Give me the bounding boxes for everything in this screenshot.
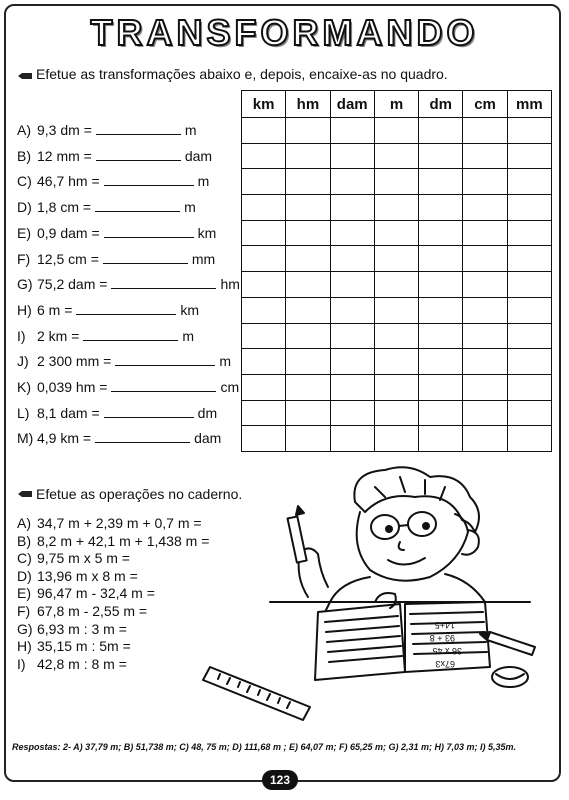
table-cell[interactable] (330, 195, 374, 221)
item-letter: G) (17, 276, 33, 293)
item-letter: J) (17, 353, 29, 370)
operation-expression: 96,47 m - 32,4 m = (37, 585, 155, 602)
table-cell[interactable] (419, 118, 463, 144)
answer-blank[interactable] (96, 120, 181, 135)
item-expression: 12,5 cm = (37, 250, 99, 267)
table-row (242, 195, 552, 221)
answer-blank[interactable] (95, 428, 190, 443)
operation-expression: 67,8 m - 2,55 m = (37, 603, 148, 619)
item-unit: cm (220, 379, 240, 395)
table-cell[interactable] (242, 169, 286, 195)
table-cell[interactable] (419, 195, 463, 221)
table-row (242, 349, 552, 375)
operation-item (17, 515, 202, 532)
item-unit: dam (184, 147, 213, 164)
conversion-item (17, 403, 217, 423)
answer-blank[interactable] (96, 146, 181, 161)
table-cell[interactable] (286, 323, 330, 349)
table-cell[interactable] (419, 374, 463, 400)
item-letter: A) (17, 122, 31, 138)
table-cell[interactable] (507, 143, 551, 169)
table-cell[interactable] (286, 400, 330, 426)
item-letter: L) (17, 404, 30, 421)
table-cell[interactable] (330, 323, 374, 349)
item-letter: E) (17, 224, 31, 241)
operation-item (17, 603, 147, 620)
conversion-item (17, 223, 216, 243)
table-cell[interactable] (374, 349, 418, 375)
table-row (242, 220, 552, 246)
item-letter: C) (17, 550, 32, 567)
table-cell[interactable] (242, 297, 286, 323)
item-unit: m (197, 173, 210, 190)
header-dm: dm (419, 91, 463, 118)
notebook-line-2: 93 + 8 (429, 633, 455, 643)
table-cell[interactable] (463, 272, 507, 298)
conversion-item (17, 428, 221, 448)
table-row (242, 323, 552, 349)
answer-blank[interactable] (111, 274, 216, 289)
table-cell[interactable] (286, 169, 330, 195)
operation-expression: 35,15 m : 5m = (37, 638, 131, 655)
table-cell[interactable] (374, 143, 418, 169)
table-cell[interactable] (374, 374, 418, 400)
table-row (242, 246, 552, 272)
table-cell[interactable] (507, 426, 551, 452)
table-cell[interactable] (463, 195, 507, 221)
table-cell[interactable] (374, 169, 418, 195)
item-expression: 2 km = (37, 327, 80, 344)
table-cell[interactable] (507, 297, 551, 323)
table-cell[interactable] (330, 246, 374, 272)
item-unit: km (180, 301, 200, 318)
item-letter: E) (17, 585, 31, 602)
answer-blank[interactable] (95, 197, 180, 212)
table-cell[interactable] (463, 349, 507, 375)
table-cell[interactable] (419, 323, 463, 349)
table-cell[interactable] (374, 195, 418, 221)
table-cell[interactable] (419, 349, 463, 375)
header-hm: hm (286, 91, 330, 118)
table-cell[interactable] (374, 118, 418, 144)
operation-item (17, 621, 127, 638)
table-cell[interactable] (330, 297, 374, 323)
item-unit: mm (191, 250, 216, 267)
table-cell[interactable] (374, 220, 418, 246)
table-cell[interactable] (419, 143, 463, 169)
item-letter: C) (17, 173, 32, 190)
pencil-icon (18, 491, 32, 497)
page-number: 123 (262, 770, 298, 790)
table-cell[interactable] (286, 246, 330, 272)
item-unit: m (184, 199, 196, 216)
table-cell[interactable] (463, 220, 507, 246)
item-unit: hm (220, 276, 240, 293)
table-row (242, 143, 552, 169)
notebook-line-3: 36 x 45 (432, 646, 462, 656)
table-cell[interactable] (242, 400, 286, 426)
item-unit: dm (197, 404, 218, 421)
item-letter: I) (17, 327, 26, 344)
item-letter: A) (17, 515, 31, 531)
item-letter: D) (17, 199, 32, 216)
table-cell[interactable] (463, 118, 507, 144)
conversion-item (17, 274, 240, 294)
table-cell[interactable] (242, 272, 286, 298)
answer-blank[interactable] (115, 351, 215, 366)
item-letter: H) (17, 301, 32, 318)
table-cell[interactable] (463, 426, 507, 452)
table-row (242, 374, 552, 400)
operation-item (17, 585, 155, 602)
table-cell[interactable] (419, 272, 463, 298)
item-unit: m (184, 122, 197, 138)
table-row (242, 169, 552, 195)
table-row (242, 272, 552, 298)
table-cell[interactable] (330, 143, 374, 169)
table-cell[interactable] (330, 426, 374, 452)
item-expression: 2 300 mm = (37, 353, 112, 370)
table-cell[interactable] (419, 169, 463, 195)
table-cell[interactable] (419, 426, 463, 452)
item-expression: 0,9 dam = (37, 224, 100, 241)
table-cell[interactable] (330, 169, 374, 195)
table-cell[interactable] (419, 297, 463, 323)
table-cell[interactable] (507, 323, 551, 349)
conversion-item (17, 120, 197, 140)
item-letter: H) (17, 638, 32, 655)
table-cell[interactable] (242, 323, 286, 349)
table-cell[interactable] (463, 246, 507, 272)
operation-item (17, 568, 138, 585)
table-cell[interactable] (242, 374, 286, 400)
table-cell[interactable] (507, 272, 551, 298)
boy-studying-illustration (200, 462, 545, 732)
table-cell[interactable] (330, 374, 374, 400)
table-cell[interactable] (242, 426, 286, 452)
table-cell[interactable] (507, 169, 551, 195)
table-cell[interactable] (286, 374, 330, 400)
item-letter: D) (17, 567, 32, 584)
table-cell[interactable] (374, 323, 418, 349)
item-unit: km (197, 224, 217, 241)
table-cell[interactable] (286, 297, 330, 323)
table-cell[interactable] (242, 349, 286, 375)
table-row (242, 297, 552, 323)
notebook-line-1: 14+5 (434, 620, 455, 630)
conversion-item (17, 300, 199, 320)
table-cell[interactable] (463, 323, 507, 349)
header-mm: mm (507, 91, 551, 118)
page-title: TRANSFORMANDO (90, 12, 479, 53)
item-letter: I) (17, 655, 26, 672)
operation-expression: 34,7 m + 2,39 m + 0,7 m = (37, 515, 202, 531)
item-letter: B) (17, 532, 31, 549)
item-expression: 9,3 dm = (37, 122, 92, 138)
table-header-row (242, 91, 552, 118)
conversion-item (17, 171, 209, 191)
operation-expression: 6,93 m : 3 m = (37, 620, 127, 637)
operation-expression: 42,8 m : 8 m = (37, 655, 127, 672)
table-cell[interactable] (463, 400, 507, 426)
table-cell[interactable] (374, 400, 418, 426)
item-expression: 6 m = (37, 301, 73, 318)
table-cell[interactable] (286, 220, 330, 246)
table-cell[interactable] (242, 118, 286, 144)
conversion-item (17, 249, 215, 269)
table-cell[interactable] (463, 169, 507, 195)
conversion-table (241, 90, 552, 452)
operation-expression: 8,2 m + 42,1 m + 1,438 m = (37, 532, 210, 549)
operation-item (17, 638, 131, 655)
conversion-item (17, 326, 194, 346)
header-cm: cm (463, 91, 507, 118)
table-cell[interactable] (330, 220, 374, 246)
table-cell[interactable] (374, 426, 418, 452)
table-cell[interactable] (286, 118, 330, 144)
table-cell[interactable] (286, 143, 330, 169)
item-unit: m (182, 327, 195, 344)
answer-key: Respostas: 2- A) 37,79 m; B) 51,738 m; C) 48, 75 m; D) 111,68 m ; E) 64,07 m; F) 65,25 m; G) 2,31 m; H) 7,03 m; I) 5,35m. (12, 742, 517, 752)
table-cell[interactable] (286, 426, 330, 452)
item-letter: M) (17, 430, 34, 447)
operation-item (17, 533, 209, 550)
table-cell[interactable] (242, 143, 286, 169)
item-expression: 12 mm = (37, 147, 92, 164)
operation-expression: 9,75 m x 5 m = (37, 550, 130, 567)
table-cell[interactable] (507, 246, 551, 272)
table-row (242, 426, 552, 452)
table-cell[interactable] (374, 246, 418, 272)
answer-blank[interactable] (104, 403, 194, 418)
item-letter: F) (17, 603, 31, 619)
table-cell[interactable] (419, 220, 463, 246)
conversion-item (17, 197, 196, 217)
item-expression: 75,2 dam = (37, 276, 108, 293)
table-row (242, 400, 552, 426)
table-cell[interactable] (286, 195, 330, 221)
answer-blank[interactable] (104, 171, 194, 186)
header-dam: dam (330, 91, 374, 118)
item-letter: G) (17, 620, 33, 637)
conversion-item (17, 351, 231, 371)
table-cell[interactable] (507, 118, 551, 144)
section2-instruction: Efetue as operações no caderno. (36, 486, 243, 502)
table-cell[interactable] (374, 272, 418, 298)
header-km: km (242, 91, 286, 118)
notebook-line-4: 67x3 (435, 659, 455, 669)
item-expression: 0,039 hm = (37, 379, 108, 395)
answer-blank[interactable] (76, 300, 176, 315)
table-cell[interactable] (242, 195, 286, 221)
item-letter: K) (17, 379, 31, 395)
table-cell[interactable] (419, 246, 463, 272)
table-cell[interactable] (463, 297, 507, 323)
conversion-item (17, 146, 212, 166)
table-cell[interactable] (330, 400, 374, 426)
item-letter: F) (17, 250, 31, 267)
table-cell[interactable] (507, 374, 551, 400)
operation-expression: 13,96 m x 8 m = (37, 567, 138, 584)
table-cell[interactable] (330, 349, 374, 375)
answer-blank[interactable] (103, 249, 188, 264)
table-cell[interactable] (507, 400, 551, 426)
answer-blank[interactable] (111, 377, 216, 392)
conversion-item (17, 377, 239, 397)
header-m: m (374, 91, 418, 118)
pencil-icon (18, 73, 32, 79)
table-cell[interactable] (507, 220, 551, 246)
table-cell[interactable] (419, 400, 463, 426)
table-cell[interactable] (463, 374, 507, 400)
table-cell[interactable] (507, 195, 551, 221)
table-cell[interactable] (242, 220, 286, 246)
item-letter: B) (17, 147, 31, 164)
answer-blank[interactable] (104, 223, 194, 238)
item-expression: 8,1 dam = (37, 404, 100, 421)
table-row (242, 118, 552, 144)
item-expression: 1,8 cm = (37, 199, 92, 216)
item-unit: m (219, 353, 231, 370)
section1-instruction: Efetue as transformações abaixo e, depois, encaixe-as no quadro. (36, 66, 448, 82)
operation-item (17, 656, 127, 673)
table-cell[interactable] (286, 272, 330, 298)
table-cell[interactable] (330, 272, 374, 298)
item-expression: 46,7 hm = (37, 173, 100, 190)
table-cell[interactable] (286, 349, 330, 375)
operation-item (17, 550, 130, 567)
answer-blank[interactable] (83, 326, 178, 341)
table-cell[interactable] (242, 246, 286, 272)
item-unit: dam (194, 430, 222, 447)
table-cell[interactable] (330, 118, 374, 144)
table-cell[interactable] (374, 297, 418, 323)
table-cell[interactable] (507, 349, 551, 375)
item-expression: 4,9 km = (37, 430, 92, 447)
table-cell[interactable] (463, 143, 507, 169)
